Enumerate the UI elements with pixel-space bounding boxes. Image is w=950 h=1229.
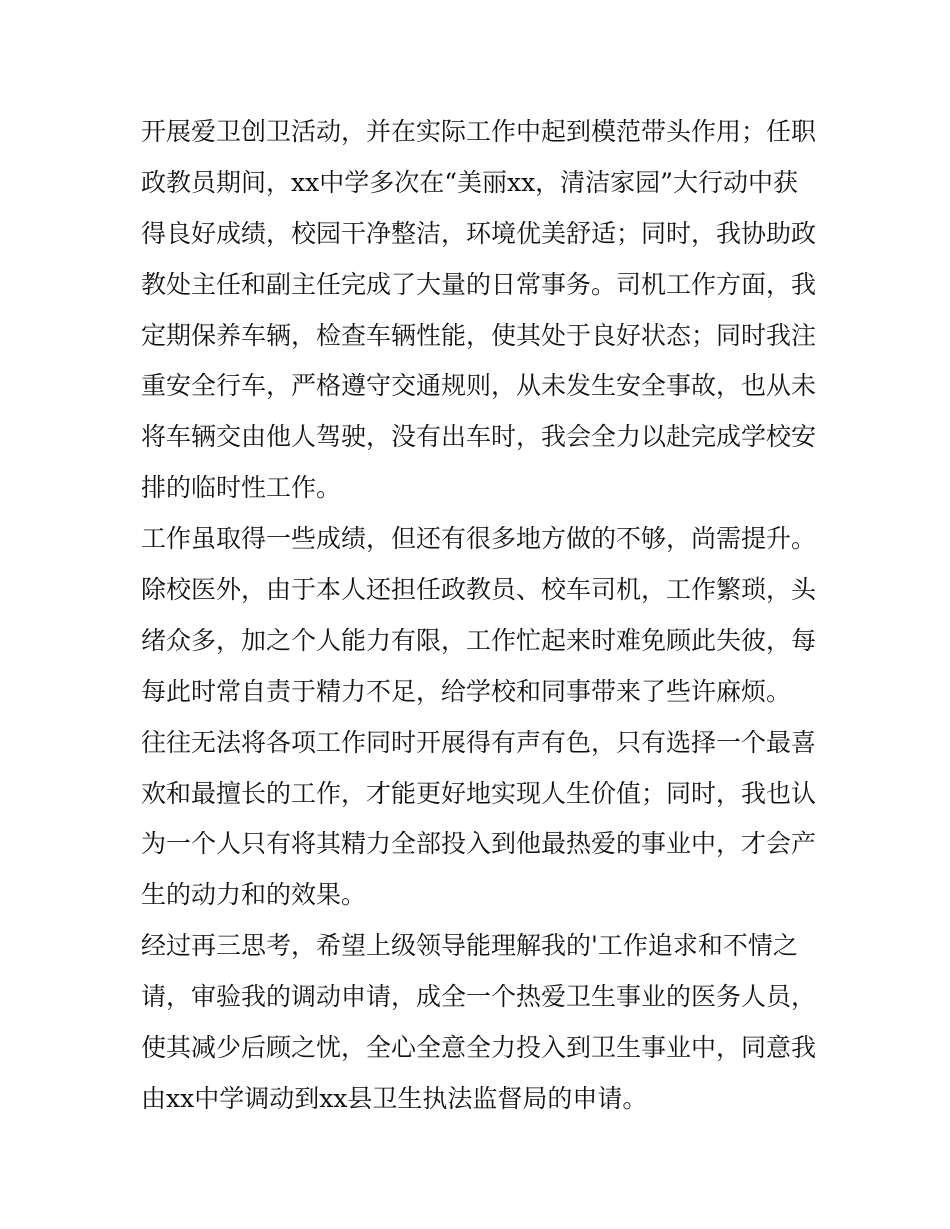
text-line: 工作虽取得一些成绩，但还有很多地方做的不够，尚需提升。 — [141, 524, 817, 554]
text-line: 经过再三思考，希望上级领导能理解我的'工作追求和不情之 — [141, 931, 798, 961]
text-line: 排的临时性工作。 — [141, 473, 342, 503]
text-line: 得良好成绩，校园干净整洁，环境优美舒适；同时，我协助政 — [141, 218, 817, 248]
text-line: 将车辆交由他人驾驶，没有出车时，我会全力以赴完成学校安 — [141, 422, 817, 452]
text-line: 政教员期间，xx中学多次在“美丽xx，清洁家园”大行动中获 — [141, 167, 798, 197]
text-line: 绪众多，加之个人能力有限，工作忙起来时难免顾此失彼，每 — [141, 625, 817, 655]
text-line: 请，审验我的调动申请，成全一个热爱卫生事业的医务人员， — [141, 982, 817, 1012]
text-line: 往往无法将各项工作同时开展得有声有色，只有选择一个最喜 — [141, 727, 817, 757]
text-line: 每此时常自责于精力不足，给学校和同事带来了些许麻烦。 — [141, 676, 792, 706]
text-line: 开展爱卫创卫活动，并在实际工作中起到模范带头作用；任职 — [141, 117, 817, 146]
text-line: 定期保养车辆，检查车辆性能，使其处于良好状态；同时我注 — [141, 320, 817, 350]
text-line: 为一个人只有将其精力全部投入到他最热爱的事业中，才会产 — [141, 829, 817, 859]
text-line: 使其减少后顾之忧，全心全意全力投入到卫生事业中，同意我 — [141, 1033, 817, 1063]
text-line: 除校医外，由于本人还担任政教员、校车司机，工作繁琐，头 — [141, 575, 817, 605]
text-line: 生的动力和的效果。 — [141, 880, 367, 910]
text-line: 由xx中学调动到xx县卫生执法监督局的申请。 — [141, 1083, 648, 1113]
text-line: 教处主任和副主任完成了大量的日常事务。司机工作方面，我 — [141, 269, 817, 299]
document-body — [141, 107, 821, 1125]
text-line: 重安全行车，严格遵守交通规则，从未发生安全事故，也从未 — [141, 371, 817, 401]
text-line: 欢和最擅长的工作，才能更好地实现人生价值；同时，我也认 — [141, 778, 817, 808]
